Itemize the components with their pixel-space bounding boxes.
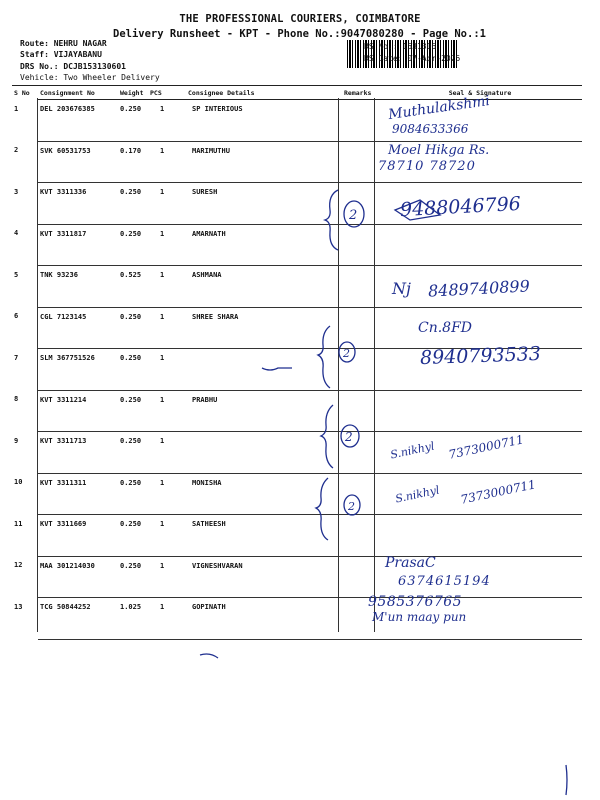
header-signature: Seal & Signature <box>378 86 582 100</box>
header-weight: Weight <box>118 86 148 100</box>
signature-row-10: S.nikhyl <box>394 483 441 506</box>
sno-cell: 10 <box>14 478 23 486</box>
handwritten-phone-row-1: 9084633366 <box>392 122 469 136</box>
weight-cell: 1.025 <box>118 598 148 640</box>
weight-cell: 0.525 <box>118 266 148 308</box>
pcs-cell: 1 <box>148 183 186 225</box>
pcs-cell: 1 <box>148 100 186 142</box>
pcs-cell: 1 <box>148 556 186 598</box>
handwritten-phone-row-12: 6374615194 <box>398 574 491 589</box>
pcs-cell: 1 <box>148 432 186 474</box>
consignment-cell: KVT 3311336 <box>38 183 118 225</box>
consignment-cell: TCG 50844252 <box>38 598 118 640</box>
header-sno: S No <box>12 86 38 100</box>
consignment-cell: MAA 301214030 <box>38 556 118 598</box>
pcs-cell: 1 <box>148 141 186 183</box>
weight-cell: 0.250 <box>118 556 148 598</box>
sno-cell: 12 <box>14 561 23 569</box>
sno-cell: 13 <box>14 602 23 611</box>
handwritten-phone-row-7: 8940793533 <box>419 342 542 370</box>
consignment-cell: KVT 3311817 <box>38 224 118 266</box>
signature-row-9: S.nikhyl <box>389 439 436 462</box>
consignment-cell: KVT 3311669 <box>38 515 118 557</box>
brace-marks <box>200 190 567 795</box>
consignee-cell: MONISHA <box>186 473 342 515</box>
signature-row-1: Muthulakshmi <box>387 92 491 124</box>
sno-cell: 2 <box>14 146 19 154</box>
weight-cell: 0.250 <box>118 224 148 266</box>
sno-cell: 1 <box>14 104 19 113</box>
consignment-cell: CGL 7123145 <box>38 307 118 349</box>
signature-row-12: PrasaC <box>385 555 436 571</box>
consignee-cell: MARIMUTHU <box>186 141 342 183</box>
header-remarks: Remarks <box>342 86 378 100</box>
consignee-cell: AMARNATH <box>186 224 342 266</box>
handwritten-phone-row-3: 9488046796 <box>399 192 522 222</box>
handwritten-phone-row-13: 9585376765 <box>368 594 463 610</box>
header-pcs: PCS <box>148 86 186 100</box>
weight-cell: 0.250 <box>118 390 148 432</box>
pcs-cell: 1 <box>148 515 186 557</box>
consignee-cell: SHREE SHARA <box>186 307 342 349</box>
pcs-cell: 1 <box>148 390 186 432</box>
weight-cell: 0.170 <box>118 141 148 183</box>
pcs-cell: 1 <box>148 266 186 308</box>
vehicle-label: Vehicle: Two Wheeler Delivery <box>20 73 160 82</box>
circle-mark-text: 2 <box>345 430 353 444</box>
sno-cell: 6 <box>14 312 19 320</box>
handwritten-phone-row-2: 78710 78720 <box>378 159 476 174</box>
sno-cell: 11 <box>14 519 23 528</box>
handwritten-phone-row-10: 7373000711 <box>459 477 537 507</box>
circle-mark-text: 2 <box>348 500 355 513</box>
header-consignee: Consignee Details <box>186 86 342 100</box>
pcs-cell: 1 <box>148 598 186 640</box>
pcs-cell: 1 <box>148 307 186 349</box>
pcs-cell: 1 <box>148 224 186 266</box>
consignment-cell: SLM 367751526 <box>38 349 118 391</box>
document-title: THE PROFESSIONAL COURIERS, COIMBATORE <box>179 13 421 25</box>
route-label: Route: NEHRU NAGAR <box>20 39 107 48</box>
consignee-cell: PRABHU <box>186 390 342 432</box>
weight-cell: 0.250 <box>118 183 148 225</box>
consignment-cell: TNK 93236 <box>38 266 118 308</box>
circle-mark-text: 2 <box>343 347 350 360</box>
sno-cell: 9 <box>14 436 19 445</box>
circle-mark-text: 2 <box>349 208 358 223</box>
weight-cell: 0.250 <box>118 349 148 391</box>
handwritten-phone-row-5: 8489740899 <box>427 276 531 301</box>
consignee-cell: SURESH <box>186 183 342 225</box>
rs-date: RS Date: 07-Apr-2025 <box>364 54 461 63</box>
consignee-cell: ASHMANA <box>186 266 342 308</box>
signature-row-13: M'un maay pun <box>372 610 467 624</box>
handwritten-name-row-2: Moel Hikga Rs. <box>388 143 490 158</box>
weight-cell: 0.250 <box>118 432 148 474</box>
staff-label: Staff: VIJAYABANU <box>20 50 102 59</box>
weight-cell: 0.250 <box>118 100 148 142</box>
consignee-cell: SATHEESH <box>186 515 342 557</box>
pcs-cell: 1 <box>148 349 186 391</box>
consignment-cell: KVT 3311214 <box>38 390 118 432</box>
rs-number: RS No.: 1531306 <box>364 42 437 51</box>
consignee-cell: GOPINATH <box>186 598 342 640</box>
signature-row-6: Cn.8FD <box>418 320 473 336</box>
sno-cell: 7 <box>14 353 19 362</box>
sno-cell: 3 <box>14 187 19 196</box>
consignee-cell: VIGNESHVARAN <box>186 556 342 598</box>
consignee-cell: SP INTERIOUS <box>186 100 342 142</box>
runsheet-subtitle: Delivery Runsheet - KPT - Phone No.:9047080280 - Page No.:1 <box>113 28 486 40</box>
sno-cell: 8 <box>14 395 19 403</box>
weight-cell: 0.250 <box>118 515 148 557</box>
consignment-cell: KVT 3311713 <box>38 432 118 474</box>
header-consignment: Consignment No <box>38 86 118 100</box>
consignment-cell: SVK 60531753 <box>38 141 118 183</box>
weight-cell: 0.250 <box>118 307 148 349</box>
handwritten-phone-row-9: 7373000711 <box>447 432 525 462</box>
consignment-cell: DEL 203676385 <box>38 100 118 142</box>
signature-row-5: Nj <box>392 279 411 298</box>
drs-number: DRS No.: DCJB153130601 <box>20 62 126 71</box>
sno-cell: 5 <box>14 270 19 279</box>
weight-cell: 0.250 <box>118 473 148 515</box>
pcs-cell: 1 <box>148 473 186 515</box>
consignment-cell: KVT 3311311 <box>38 473 118 515</box>
sno-cell: 4 <box>14 229 19 237</box>
